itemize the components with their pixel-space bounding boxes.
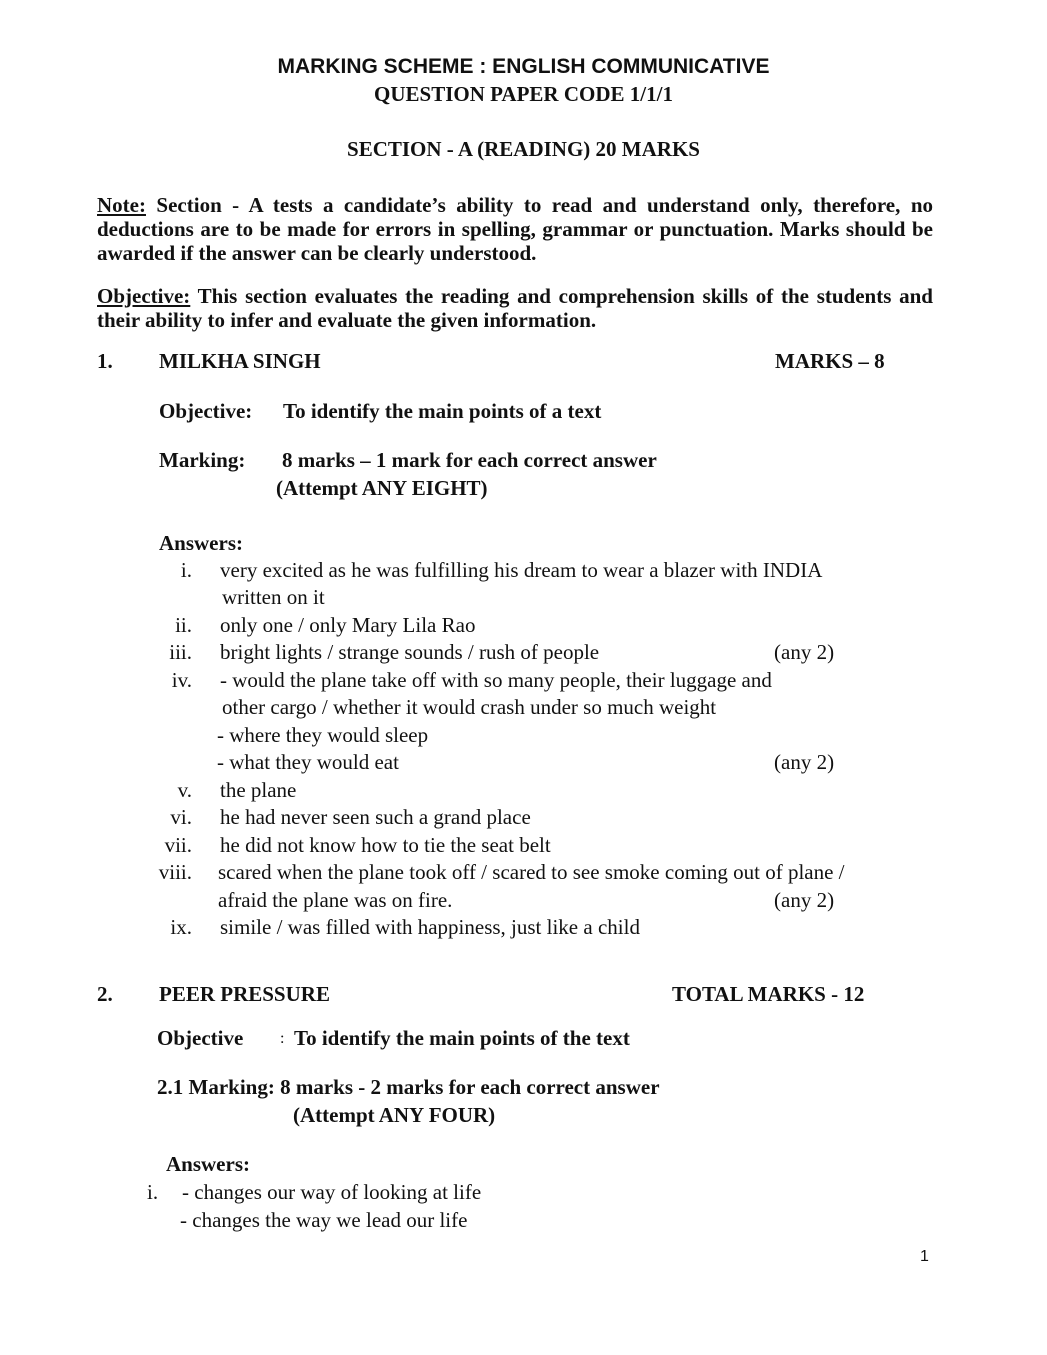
answer-note: (any 2) xyxy=(774,888,835,912)
answer-line: afraid the plane was on fire. xyxy=(218,888,453,912)
note-label: Note: xyxy=(97,193,146,217)
answer-line: scared when the plane took off / scared to see smoke coming out of plane / xyxy=(218,860,845,884)
q1-marks: MARKS – 8 xyxy=(775,349,885,373)
q1-objective-label: Objective: xyxy=(159,399,253,423)
q2-number: 2. xyxy=(97,982,113,1006)
answer-line: he did not know how to tie the seat belt xyxy=(220,833,551,857)
q2-attempt: (Attempt ANY FOUR) xyxy=(293,1103,496,1127)
answer-note: (any 2) xyxy=(774,640,835,664)
answer-line: the plane xyxy=(220,778,297,802)
answer-line: - what they would eat xyxy=(217,750,399,774)
answer-number: ix. xyxy=(170,915,192,939)
section-heading: SECTION - A (READING) 20 MARKS xyxy=(347,137,700,161)
answer-line: other cargo / whether it would crash under so much weight xyxy=(222,695,717,719)
answer-number: v. xyxy=(177,778,192,802)
answer-line: written on it xyxy=(222,585,325,609)
objective-text: This section evaluates the reading and comprehension skills of the students and their ability to infer and evaluate the given information. xyxy=(97,284,933,332)
q2-marks: TOTAL MARKS - 12 xyxy=(672,982,865,1006)
answer-number: iv. xyxy=(171,668,192,692)
q2-objective-label: Objective xyxy=(157,1026,244,1050)
q1-marking-label: Marking: xyxy=(159,448,246,472)
q1-attempt: (Attempt ANY EIGHT) xyxy=(276,476,488,500)
answer-line: very excited as he was fulfilling his dream to wear a blazer with INDIA xyxy=(220,558,823,582)
page-number: 1 xyxy=(920,1248,929,1265)
objective-paragraph xyxy=(97,284,933,332)
answer-number: i. xyxy=(147,1180,159,1204)
q2-objective-separator: : xyxy=(280,1030,285,1047)
answer-line: only one / only Mary Lila Rao xyxy=(220,613,476,637)
answer-number: vii. xyxy=(164,833,192,857)
note-text: Section - A tests a candidate’s ability to read and understand only, therefore, no deductions are to be made for errors in spelling, grammar or punctuation. Marks should be awarded if the answer can be clearly understood. xyxy=(97,193,933,265)
q1-answers-label: Answers: xyxy=(159,531,243,555)
q2-marking: 2.1 Marking: 8 marks - 2 marks for each correct answer xyxy=(157,1075,660,1099)
answer-number: vi. xyxy=(170,805,192,829)
objective-label: Objective: xyxy=(97,284,191,308)
answer-number: i. xyxy=(180,558,192,582)
q1-title: MILKHA SINGH xyxy=(159,349,321,373)
document-title: MARKING SCHEME : ENGLISH COMMUNICATIVE xyxy=(277,55,770,78)
answer-note: (any 2) xyxy=(774,750,835,774)
answer-line: - would the plane take off with so many people, their luggage and xyxy=(220,668,772,692)
answer-number: iii. xyxy=(169,640,192,664)
note-paragraph xyxy=(97,193,933,265)
question-paper-code: QUESTION PAPER CODE 1/1/1 xyxy=(374,82,673,106)
answer-line: - changes our way of looking at life xyxy=(182,1180,482,1204)
q1-marking-text: 8 marks – 1 mark for each correct answer xyxy=(282,448,657,472)
q1-objective-text: To identify the main points of a text xyxy=(283,399,602,423)
q2-title: PEER PRESSURE xyxy=(159,982,330,1006)
q1-number: 1. xyxy=(97,349,113,373)
answer-line: - changes the way we lead our life xyxy=(180,1208,468,1232)
q2-objective-text: To identify the main points of the text xyxy=(294,1026,630,1050)
answer-line: simile / was filled with happiness, just like a child xyxy=(220,915,640,939)
answer-line: bright lights / strange sounds / rush of people xyxy=(220,640,600,664)
answer-number: viii. xyxy=(158,860,192,884)
answer-line: - where they would sleep xyxy=(217,723,429,747)
answer-number: ii. xyxy=(175,613,192,637)
answer-line: he had never seen such a grand place xyxy=(220,805,531,829)
q2-answers-label: Answers: xyxy=(166,1152,250,1176)
